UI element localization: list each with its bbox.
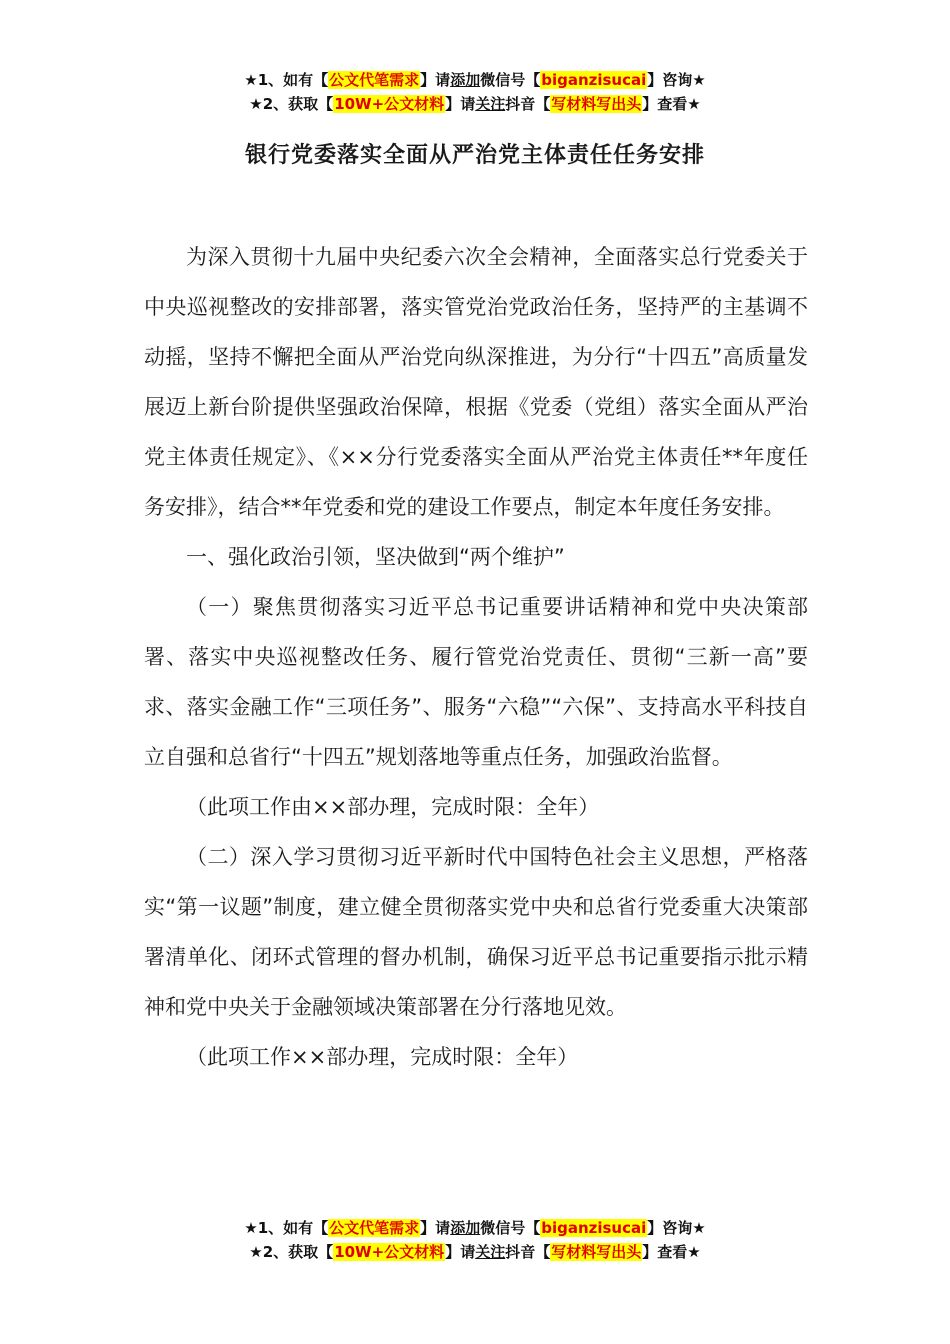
banner-highlight: 公文代笔需求 [329, 1219, 420, 1237]
banner-highlight: biganzisucai [541, 71, 647, 89]
task-note: （此项工作××部办理，完成时限：全年） [186, 1045, 579, 1069]
document-body [144, 232, 808, 1082]
banner-emphasis: 添加 [450, 71, 481, 89]
banner-line-2 [0, 1240, 950, 1264]
footer-banner [0, 1216, 950, 1264]
banner-text: 】请 [445, 95, 476, 113]
banner-line-1 [0, 1216, 950, 1240]
intro-paragraph: 为深入贯彻十九届中央纪委六次全会精神，全面落实总行党委关于中央巡视整改的安排部署，落实管党治党政治任务，坚持严的主基调不动摇，坚持不懈把全面从严治党向纵深推进，为分行“十四五”高质量发展迈上新台阶提供坚强政治保障，根据《党委（党组）落实全面从严治党主体责任规定》、《××分行党委落实全面从严治党主体责任**年度任务安排》，结合**年党委和党的建设工作要点，制定本年度任务安排。 [144, 245, 808, 519]
banner-text: 】查看★ [642, 95, 701, 113]
document-title: 银行党委落实全面从严治党主体责任任务安排 [244, 143, 705, 168]
banner-text: 微信号【 [480, 71, 541, 89]
banner-emphasis: 关注 [475, 1243, 506, 1261]
banner-text: ★2、获取【 [249, 95, 334, 113]
banner-text: ★2、获取【 [249, 1243, 334, 1261]
banner-emphasis: 关注 [475, 95, 506, 113]
banner-emphasis: 添加 [450, 1219, 481, 1237]
banner-highlight: biganzisucai [541, 1219, 647, 1237]
banner-text: 】请 [445, 1243, 476, 1261]
banner-text: ★1、如有【 [244, 71, 329, 89]
banner-highlight: 10W+公文材料 [334, 95, 445, 113]
banner-text: 抖音【 [505, 95, 551, 113]
banner-text: 】查看★ [642, 1243, 701, 1261]
banner-text: ★1、如有【 [244, 1219, 329, 1237]
header-banner [0, 68, 950, 116]
banner-text: 】咨询★ [647, 1219, 706, 1237]
section-heading: 一、强化政治引领，坚决做到“两个维护” [186, 545, 565, 569]
banner-highlight: 10W+公文材料 [334, 1243, 445, 1261]
banner-text: 抖音【 [505, 1243, 551, 1261]
task-item: （一）聚焦贯彻落实习近平总书记重要讲话精神和党中央决策部署、落实中央巡视整改任务、履行管党治党责任、贯彻“三新一高”要求、落实金融工作“三项任务”、服务“六稳”“六保”、支持高水平科技自立自强和总省行“十四五”规划落地等重点任务，加强政治监督。 [144, 595, 808, 769]
banner-line-1 [0, 68, 950, 92]
banner-highlight: 写材料写出头 [551, 1243, 642, 1261]
banner-text: 微信号【 [480, 1219, 541, 1237]
banner-line-2 [0, 92, 950, 116]
banner-highlight: 公文代笔需求 [329, 71, 420, 89]
banner-text: 】咨询★ [647, 71, 706, 89]
task-item: （二）深入学习贯彻习近平新时代中国特色社会主义思想，严格落实“第一议题”制度，建立健全贯彻落实党中央和总省行党委重大决策部署清单化、闭环式管理的督办机制，确保习近平总书记重要指示批示精神和党中央关于金融领域决策部署在分行落地见效。 [144, 845, 808, 1019]
task-note: （此项工作由××部办理，完成时限：全年） [186, 795, 600, 819]
banner-highlight: 写材料写出头 [551, 95, 642, 113]
banner-text: 】请 [420, 71, 451, 89]
banner-text: 】请 [420, 1219, 451, 1237]
